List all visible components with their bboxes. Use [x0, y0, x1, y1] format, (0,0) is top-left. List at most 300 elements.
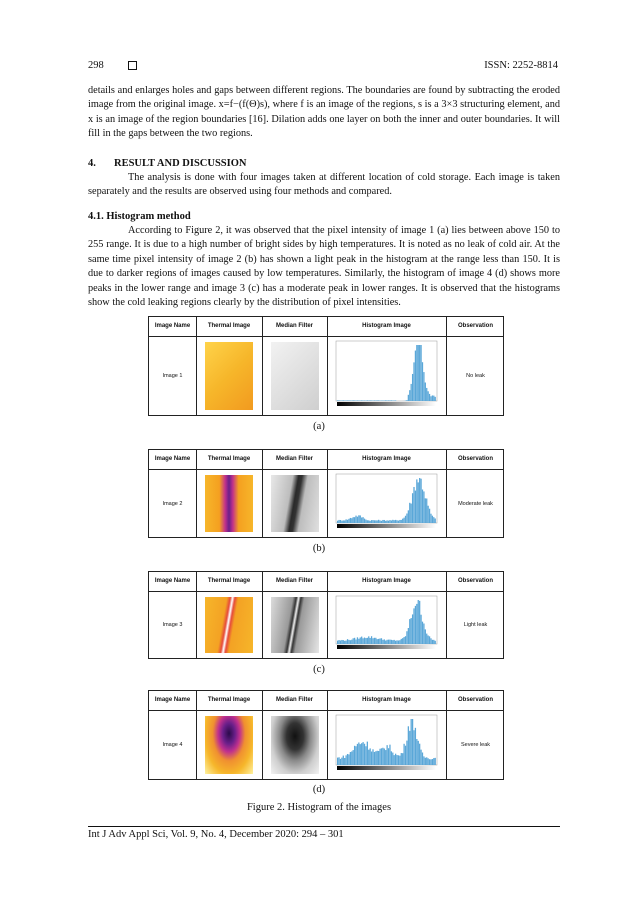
histogram-bar — [348, 400, 349, 401]
median-filter-image — [271, 342, 319, 410]
histogram-bar — [413, 362, 414, 401]
histogram-bar — [362, 742, 363, 765]
histogram-bar — [345, 641, 346, 644]
histogram-frame — [336, 474, 437, 523]
histogram-bar — [385, 521, 386, 523]
histogram-bar — [432, 640, 433, 644]
histogram-bar — [403, 637, 404, 644]
histogram-bar — [340, 641, 341, 644]
header-cell-median: Median Filter — [275, 578, 313, 585]
histogram-bar — [411, 719, 412, 765]
column-divider — [262, 317, 263, 415]
histogram-chart — [330, 594, 443, 656]
histogram-bar — [389, 400, 390, 401]
histogram-bar — [403, 744, 404, 765]
header-cell-name: Image Name — [154, 578, 191, 585]
histogram-bar — [368, 750, 369, 765]
histogram-bar — [389, 745, 390, 765]
histogram-bar — [433, 517, 434, 523]
histogram-bar — [375, 520, 376, 523]
histogram-bar — [337, 400, 338, 401]
histogram-bar — [408, 726, 409, 765]
histogram-bar — [348, 519, 349, 523]
histogram-bar — [413, 608, 414, 644]
column-divider — [327, 450, 328, 537]
histogram-chart — [330, 713, 443, 777]
header-cell-obs: Observation — [457, 697, 493, 704]
histogram-bar — [412, 719, 413, 765]
histogram-bar — [370, 400, 371, 401]
histogram-bar — [357, 744, 358, 765]
observation-cell: Light leak — [463, 622, 488, 628]
histogram-bar — [384, 749, 385, 765]
histogram-bar — [367, 638, 368, 644]
header-cell-thermal: Thermal Image — [207, 697, 251, 704]
histogram-bar — [430, 514, 431, 523]
histogram-bar — [406, 400, 407, 401]
histogram-bar — [411, 618, 412, 644]
histogram-bar — [365, 520, 366, 523]
histogram-bar — [389, 640, 390, 644]
histogram-bar — [392, 520, 393, 523]
histogram-bar — [391, 520, 392, 523]
histogram-bar — [435, 397, 436, 401]
header-cell-median: Median Filter — [275, 697, 313, 704]
histogram-bar — [406, 741, 407, 765]
histogram-bar — [355, 640, 356, 644]
column-divider — [196, 317, 197, 415]
histogram-bar — [412, 374, 413, 401]
histogram-bar — [360, 744, 361, 765]
histogram-bar — [425, 629, 426, 644]
histogram-bar — [374, 638, 375, 644]
histogram-bar — [385, 400, 386, 401]
histogram-bar — [374, 400, 375, 401]
histogram-bar — [382, 640, 383, 644]
median-filter-image — [271, 716, 319, 774]
section-4-paragraph: The analysis is done with four images taken at different location of cold storage. Each image is taken separately and the results are observed using four methods and compared. — [88, 172, 560, 198]
square-icon — [128, 61, 137, 70]
histogram-bar — [416, 479, 417, 523]
histogram-bar — [378, 639, 379, 644]
histogram-bar — [345, 755, 346, 765]
histogram-bar — [396, 520, 397, 523]
histogram-bar — [435, 758, 436, 765]
histogram-bar — [387, 520, 388, 523]
histogram-bar — [406, 631, 407, 644]
histogram-bar — [401, 520, 402, 523]
histogram-bar — [413, 730, 414, 765]
histogram-bar — [401, 753, 402, 765]
histogram-bar — [371, 400, 372, 401]
panel-label: (b) — [312, 543, 326, 554]
thermal-image — [205, 342, 253, 410]
histogram-bar — [394, 640, 395, 644]
histogram-bar — [396, 640, 397, 644]
histogram-bar — [422, 490, 423, 523]
histogram-bar — [374, 752, 375, 765]
histogram-chart — [330, 339, 443, 413]
histogram-bar — [423, 372, 424, 401]
histogram-bar — [395, 641, 396, 644]
histogram-bar — [401, 639, 402, 644]
histogram-bar — [372, 520, 373, 523]
histogram-bar — [388, 521, 389, 523]
histogram-bar — [388, 640, 389, 644]
histogram-bar — [429, 759, 430, 765]
histogram-bar — [394, 520, 395, 523]
column-divider — [327, 572, 328, 658]
histogram-bar — [392, 753, 393, 765]
histogram-bar — [419, 478, 420, 523]
thermal-image — [205, 597, 253, 653]
column-divider — [262, 691, 263, 779]
histogram-bar — [409, 619, 410, 644]
section-4-1-paragraph: According to Figure 2, it was observed that the pixel intensity of image 1 (a) lies between above 150 to 255 range. It is due to a high number of bright sides by high temperatures. It is noted as no leak of cold air. At the same time pixel intensity of image 2 (b) has shown a light peak in the histogram at the range less than 150. It is due to darker regions of images caused by low temperatures. Similarly, the histogram of image 4 (d) shows more peaks in the lower range and image 3 (c) has a moderate peak in lower ranges. It is observed that the histograms show the cold leaking regions clearly by the distribution of pixel intensities. — [88, 225, 560, 309]
histogram-bar — [358, 639, 359, 644]
histogram-bar — [387, 745, 388, 765]
histogram-bar — [409, 390, 410, 401]
histogram-bar — [412, 614, 413, 644]
histogram-bar — [382, 400, 383, 401]
histogram-bar — [435, 641, 436, 644]
histogram-bar — [365, 638, 366, 644]
histogram-bar — [358, 515, 359, 523]
histogram-bar — [360, 515, 361, 523]
histogram-bar — [394, 400, 395, 401]
histogram-bar — [345, 400, 346, 401]
histogram-bar — [423, 491, 424, 523]
histogram-bar — [354, 400, 355, 401]
histogram-bar — [398, 641, 399, 644]
histogram-bar — [362, 400, 363, 401]
histogram-bar — [428, 635, 429, 644]
histogram-bar — [358, 742, 359, 765]
histogram-bar — [433, 396, 434, 401]
histogram-bar — [412, 493, 413, 523]
histogram-bar — [425, 383, 426, 401]
histogram-bar — [354, 746, 355, 765]
histogram-bar — [338, 520, 339, 523]
histogram-bar — [364, 400, 365, 401]
median-filter-image — [271, 597, 319, 653]
intensity-gradient-bar — [337, 766, 436, 770]
section-4-title: RESULT AND DISCUSSION — [114, 158, 247, 169]
histogram-bar — [340, 759, 341, 765]
histogram-bar — [378, 400, 379, 401]
histogram-bar — [418, 741, 419, 765]
histogram-bar — [402, 638, 403, 644]
histogram-bar — [415, 728, 416, 765]
intensity-gradient-bar — [337, 524, 436, 528]
histogram-bar — [343, 756, 344, 765]
histogram-bar — [422, 622, 423, 644]
histogram-bar — [379, 638, 380, 644]
histogram-image — [330, 339, 443, 418]
histogram-bar — [428, 391, 429, 401]
histogram-bar — [402, 753, 403, 765]
header-cell-hist: Histogram Image — [362, 323, 411, 330]
histogram-bar — [341, 640, 342, 644]
intro-paragraph: details and enlarges holes and gaps between different regions. The boundaries are found by subtracting the eroded image from the original image. x=f−(f(Θ)s), where f is an image of the regions, s is a 3×3 structuring element, and x is an image of the region boundaries [16]. Dilation adds one layer on both the inner and outer boundaries. It will fill in the gaps between the two regions. — [88, 85, 560, 140]
figure-panel-table — [148, 316, 504, 416]
histogram-bar — [377, 520, 378, 523]
histogram-bar — [395, 400, 396, 401]
histogram-bar — [426, 757, 427, 765]
histogram-bar — [392, 400, 393, 401]
histogram-bar — [337, 521, 338, 523]
histogram-bar — [371, 520, 372, 523]
histogram-frame — [336, 596, 437, 644]
histogram-bar — [398, 521, 399, 523]
histogram-bar — [399, 756, 400, 765]
histogram-bar — [343, 520, 344, 523]
histogram-bar — [402, 519, 403, 523]
image-name-cell: Image 3 — [162, 622, 183, 628]
image-name-cell: Image 1 — [162, 373, 183, 379]
observation-cell: Severe leak — [460, 742, 491, 748]
histogram-image — [330, 472, 443, 540]
header-cell-hist: Histogram Image — [362, 578, 411, 585]
column-divider — [262, 450, 263, 537]
histogram-bar — [353, 517, 354, 523]
header-cell-name: Image Name — [154, 697, 191, 704]
histogram-bar — [361, 517, 362, 523]
histogram-bar — [374, 520, 375, 523]
histogram-bar — [379, 749, 380, 765]
histogram-bar — [432, 516, 433, 523]
figure-panel-table — [148, 571, 504, 659]
histogram-bar — [361, 400, 362, 401]
histogram-bar — [340, 520, 341, 523]
histogram-bar — [391, 640, 392, 644]
header-cell-thermal: Thermal Image — [207, 323, 251, 330]
histogram-bar — [430, 396, 431, 401]
header-cell-name: Image Name — [154, 456, 191, 463]
intensity-gradient-bar — [337, 402, 436, 406]
histogram-bar — [355, 746, 356, 765]
histogram-bar — [394, 755, 395, 765]
histogram-bar — [357, 517, 358, 523]
histogram-bar — [423, 623, 424, 644]
thermal-image — [205, 475, 253, 532]
histogram-bar — [405, 746, 406, 765]
histogram-bar — [395, 754, 396, 765]
histogram-bar — [375, 751, 376, 765]
header-cell-obs: Observation — [457, 456, 493, 463]
histogram-bar — [341, 758, 342, 765]
histogram-bar — [348, 640, 349, 644]
column-divider — [262, 572, 263, 658]
panel-label: (d) — [312, 784, 326, 795]
column-divider — [327, 691, 328, 779]
histogram-bar — [389, 520, 390, 523]
header-cell-obs: Observation — [457, 578, 493, 585]
figure-panel-table — [148, 449, 504, 538]
histogram-bar — [368, 636, 369, 644]
histogram-bar — [360, 637, 361, 644]
histogram-bar — [382, 520, 383, 523]
histogram-bar — [411, 504, 412, 523]
histogram-bar — [351, 751, 352, 765]
histogram-bar — [415, 351, 416, 401]
histogram-bar — [344, 641, 345, 644]
histogram-bar — [367, 400, 368, 401]
histogram-bar — [357, 400, 358, 401]
histogram-bar — [337, 758, 338, 765]
histogram-bar — [413, 487, 414, 523]
histogram-bar — [350, 640, 351, 644]
histogram-bar — [347, 754, 348, 765]
histogram-bar — [361, 743, 362, 765]
histogram-bar — [418, 600, 419, 644]
histogram-bar — [377, 400, 378, 401]
histogram-bar — [392, 640, 393, 644]
observation-cell: No leak — [466, 373, 485, 379]
footer-citation: Int J Adv Appl Sci, Vol. 9, No. 4, December 2020: 294 – 301 — [88, 829, 344, 840]
histogram-bar — [433, 640, 434, 644]
histogram-bar — [415, 491, 416, 523]
image-name-cell: Image 2 — [162, 500, 183, 507]
histogram-bar — [377, 639, 378, 644]
histogram-bar — [367, 742, 368, 765]
panel-label: (c) — [313, 664, 325, 675]
header-cell-hist: Histogram Image — [362, 456, 411, 463]
thermal-image — [205, 716, 253, 774]
histogram-bar — [343, 400, 344, 401]
histogram-bar — [416, 739, 417, 765]
histogram-bar — [347, 400, 348, 401]
histogram-bar — [416, 345, 417, 401]
histogram-bar — [422, 362, 423, 401]
histogram-bar — [338, 757, 339, 765]
histogram-bar — [354, 638, 355, 644]
histogram-bar — [396, 755, 397, 765]
histogram-bar — [375, 400, 376, 401]
figure-panel-table — [148, 690, 504, 780]
header-cell-median: Median Filter — [275, 323, 313, 330]
histogram-bar — [387, 640, 388, 644]
histogram-bar — [419, 601, 420, 644]
histogram-bar — [381, 638, 382, 644]
page-number: 298 — [88, 60, 104, 71]
histogram-bar — [418, 345, 419, 401]
image-name-cell: Image 4 — [162, 742, 183, 748]
histogram-bar — [429, 394, 430, 401]
histogram-bar — [370, 748, 371, 765]
histogram-bar — [420, 345, 421, 401]
histogram-bar — [337, 641, 338, 644]
histogram-bar — [353, 750, 354, 765]
header-cell-name: Image Name — [154, 323, 191, 330]
histogram-bar — [353, 400, 354, 401]
histogram-bar — [344, 758, 345, 765]
histogram-bar — [399, 640, 400, 644]
histogram-image — [330, 713, 443, 782]
histogram-bar — [351, 518, 352, 523]
panel-label: (a) — [313, 421, 325, 432]
histogram-bar — [419, 744, 420, 765]
histogram-bar — [425, 498, 426, 523]
histogram-bar — [388, 748, 389, 765]
histogram-bar — [430, 638, 431, 644]
histogram-bar — [379, 520, 380, 523]
intensity-gradient-bar — [337, 645, 436, 649]
histogram-bar — [387, 400, 388, 401]
histogram-bar — [385, 641, 386, 644]
footer-rule — [88, 826, 560, 827]
histogram-bar — [426, 388, 427, 401]
histogram-bar — [405, 636, 406, 644]
histogram-bar — [370, 638, 371, 644]
section-4-heading — [88, 158, 246, 169]
histogram-bar — [426, 498, 427, 523]
histogram-bar — [348, 754, 349, 765]
histogram-bar — [423, 756, 424, 765]
histogram-bar — [433, 758, 434, 765]
histogram-bar — [357, 637, 358, 644]
histogram-bar — [395, 520, 396, 523]
histogram-bar — [350, 518, 351, 523]
histogram-bar — [420, 750, 421, 765]
observation-cell: Moderate leak — [458, 500, 493, 507]
histogram-bar — [353, 638, 354, 644]
issn: ISSN: 2252-8814 — [484, 60, 558, 71]
histogram-bar — [408, 510, 409, 523]
histogram-bar — [388, 400, 389, 401]
histogram-bar — [391, 751, 392, 765]
column-divider — [327, 317, 328, 415]
column-divider — [196, 572, 197, 658]
histogram-bar — [432, 395, 433, 401]
histogram-bar — [384, 639, 385, 644]
header-cell-median: Median Filter — [275, 456, 313, 463]
histogram-bar — [364, 744, 365, 765]
histogram-bar — [362, 517, 363, 523]
histogram-chart — [330, 472, 443, 535]
histogram-bar — [364, 519, 365, 523]
histogram-bar — [415, 606, 416, 644]
histogram-bar — [364, 638, 365, 644]
section-4-number: 4. — [88, 158, 96, 169]
histogram-bar — [343, 640, 344, 644]
histogram-bar — [432, 759, 433, 765]
header-cell-thermal: Thermal Image — [207, 578, 251, 585]
histogram-bar — [371, 636, 372, 644]
histogram-bar — [351, 640, 352, 644]
histogram-bar — [358, 400, 359, 401]
histogram-bar — [429, 636, 430, 644]
histogram-bar — [406, 514, 407, 523]
column-divider — [196, 691, 197, 779]
histogram-frame — [336, 341, 437, 401]
header-cell-thermal: Thermal Image — [207, 456, 251, 463]
histogram-bar — [420, 615, 421, 644]
histogram-bar — [385, 750, 386, 765]
histogram-bar — [372, 749, 373, 765]
histogram-image — [330, 594, 443, 661]
histogram-bar — [405, 516, 406, 523]
histogram-bar — [408, 628, 409, 644]
section-4-1-heading: 4.1. Histogram method — [88, 211, 191, 222]
histogram-bar — [368, 520, 369, 523]
histogram-bar — [381, 748, 382, 765]
histogram-bar — [341, 400, 342, 401]
histogram-bar — [428, 758, 429, 765]
histogram-bar — [378, 751, 379, 765]
histogram-bar — [377, 751, 378, 765]
histogram-bar — [345, 519, 346, 523]
